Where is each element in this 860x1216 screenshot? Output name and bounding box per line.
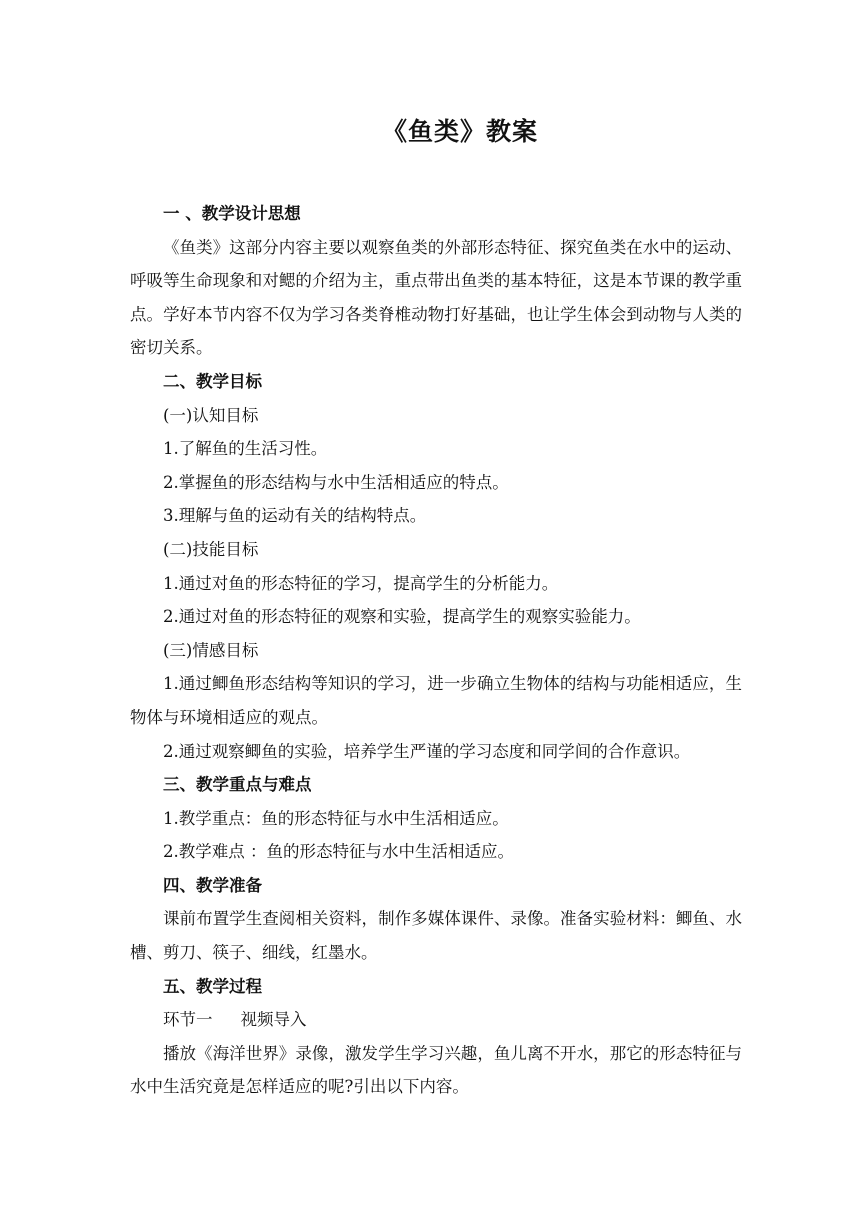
step-name: 视频导入 [240,1010,307,1030]
list-item: 2.教学难点 ：鱼的形态特征与水中生活相适应。 [163,842,514,862]
list-item: 1.通过鲫鱼形态结构等知识的学习，进一步确立生物体的结构与功能相适应，生物体与环境相适应的观点。 [130,674,742,727]
preparation-paragraph: 课前布置学生查阅相关资料，制作多媒体课件、录像。准备实验材料：鲫鱼、水槽、剪刀、筷子、细线，红墨水。 [130,909,742,963]
subheading-cognitive: (一)认知目标 [163,405,259,425]
document-title: 《鱼类》教案 [381,117,538,146]
section-heading-key-points: 三、教学重点与难点 [163,775,312,795]
step-label: 环节一 [163,1010,213,1030]
list-item: 3.理解与鱼的运动有关的结构特点。 [163,506,427,526]
list-item: 1.了解鱼的生活习性。 [163,439,328,459]
subheading-skills: (二)技能目标 [163,539,259,559]
list-item: 2.通过观察鲫鱼的实验，培养学生严谨的学习态度和同学间的合作意识。 [163,741,691,761]
process-paragraph: 播放《海洋世界》录像，激发学生学习兴趣，鱼儿离不开水，那它的形态特征与水中生活究竟是怎样适应的呢?引出以下内容。 [130,1043,742,1097]
list-item: 2.掌握鱼的形态结构与水中生活相适应的特点。 [163,472,509,492]
document-body [130,197,742,1104]
subheading-emotion: (三)情感目标 [163,640,259,660]
list-item: 1.教学重点：鱼的形态特征与水中生活相适应。 [163,808,509,828]
section-heading-design-idea: 一 、教学设计思想 [163,204,301,223]
list-item: 2.通过对鱼的形态特征的观察和实验，提高学生的观察实验能力。 [163,607,641,627]
section-heading-objectives: 二、教学目标 [163,371,262,391]
process-step [130,1003,742,1037]
list-item: 1.通过对鱼的形态特征的学习，提高学生的分析能力。 [163,573,559,593]
design-idea-paragraph: 《鱼类》这部分内容主要以观察鱼类的外部形态特征、探究鱼类在水中的运动、呼吸等生命现象和对鳃的介绍为主，重点带出鱼类的基本特征，这是本节课的教学重点。学好本节内容不仅为学习各类脊椎动物打好基础，也让学生体会到动物与人类的密切关系。 [130,237,742,358]
section-heading-preparation: 四、教学准备 [163,875,262,895]
section-heading-process: 五、教学过程 [163,976,262,996]
